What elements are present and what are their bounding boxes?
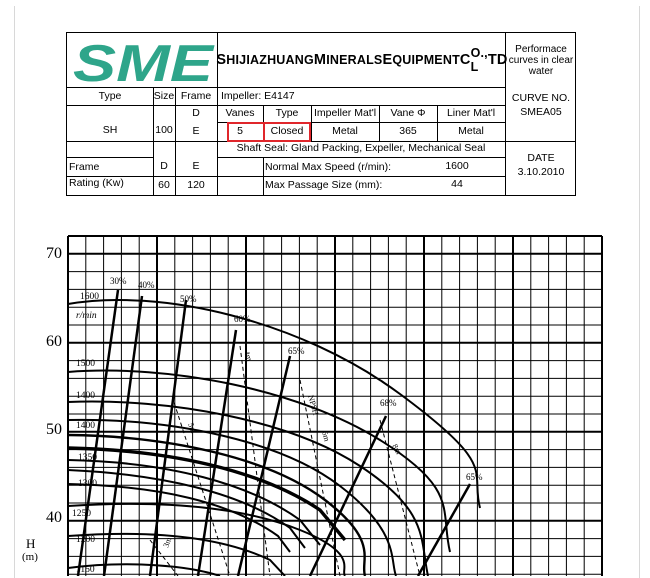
- rating-e-kw: 120: [187, 178, 205, 191]
- speed-1150: 1150: [76, 565, 95, 575]
- frame-d: D: [192, 106, 200, 119]
- npsh-label-8: 8m: [390, 442, 404, 456]
- impeller-code: Impeller: E4147: [221, 90, 295, 102]
- eff-label-65a: 65%: [288, 346, 305, 356]
- liner-mat-value: Metal: [458, 124, 484, 137]
- type-value: SH: [102, 124, 118, 137]
- date-value: 3.10.2010: [517, 166, 565, 179]
- performance-note: Performace curves in clear water: [508, 43, 574, 77]
- type-label: Type: [98, 89, 122, 102]
- npsh-label-6: 6m: [320, 430, 332, 443]
- eff-65b: [418, 484, 470, 576]
- date-label: DATE: [527, 152, 555, 165]
- y-tick-70: 70: [46, 245, 62, 262]
- eff-label-60: 60%: [234, 314, 251, 324]
- eff-label-50: 50%: [180, 294, 197, 304]
- max-passage-value: 44: [451, 178, 463, 191]
- npsh-label-title: NPSH: [306, 394, 321, 417]
- y-axis-unit: (m): [22, 551, 38, 563]
- frame-e: E: [192, 124, 200, 137]
- y-tick-60: 60: [46, 333, 62, 350]
- speed-1500: 1500: [76, 359, 95, 369]
- speed-1600: 1600: [80, 292, 99, 302]
- impeller-mat-value: Metal: [332, 124, 358, 137]
- npsh-label-5: 5m: [186, 421, 199, 435]
- eff-label-68: 68%: [380, 398, 397, 408]
- eff-label-30: 30%: [110, 276, 127, 286]
- speed-1350: 1350: [78, 453, 97, 463]
- speed-1250: 1250: [72, 509, 91, 519]
- rating-kw-label: Rating (Kw): [69, 177, 124, 189]
- y-axis-label: H: [26, 536, 36, 551]
- company-name: S HIJIAZHUANG M INERALS E QUIPMENT C O., L TD: [216, 46, 508, 74]
- size-label: Size: [153, 89, 175, 102]
- curve-1400: [68, 402, 428, 576]
- rating-d-kw: 60: [158, 178, 170, 191]
- y-tick-40: 40: [46, 509, 62, 526]
- curve-no-label: CURVE NO.: [511, 92, 571, 105]
- npsh-label-4: 4m: [242, 349, 255, 363]
- logo-text: SME: [73, 37, 215, 87]
- max-speed-value: 1600: [445, 160, 469, 173]
- speed-unit: r/min: [76, 311, 97, 321]
- speed-1400: 1400: [76, 391, 95, 401]
- y-tick-50: 50: [46, 421, 62, 438]
- max-speed-label: Normal Max Speed (r/min):: [265, 161, 392, 173]
- impeller-mat-label: Impeller Mat'l: [313, 106, 377, 119]
- curve-1200: [68, 534, 285, 576]
- rating-e: E: [192, 159, 200, 172]
- speed-1400b: 1400: [76, 421, 95, 431]
- y-axis-ticks: [46, 245, 62, 526]
- npsh-8: [380, 420, 420, 576]
- head-curves: [68, 300, 480, 576]
- vane-dia-value: 365: [399, 124, 417, 137]
- shaft-seal: Shaft Seal: Gland Packing, Expeller, Mechanical Seal: [236, 142, 486, 155]
- frame-rating-label: Frame: [69, 161, 100, 173]
- liner-mat-label: Liner Mat'l: [446, 106, 496, 119]
- vanes-label: Vanes: [225, 106, 255, 119]
- speed-1200: 1200: [76, 535, 95, 545]
- size-value: 100: [155, 124, 173, 137]
- max-passage-label: Max Passage Size (mm):: [265, 179, 383, 191]
- impeller-type-value: Closed: [270, 124, 304, 137]
- eff-label-65b: 65%: [466, 472, 483, 482]
- frame-label: Frame: [180, 89, 212, 102]
- eff-label-40: 40%: [138, 280, 155, 290]
- speed-1300: 1300: [78, 479, 97, 489]
- impeller-type-label: Type: [275, 106, 299, 119]
- curve-1600: [68, 300, 480, 508]
- npsh-label-3: 3m: [161, 535, 174, 549]
- vanes-value: 5: [237, 124, 243, 137]
- rating-d: D: [160, 159, 168, 172]
- curve-no-value: SMEA05: [520, 106, 562, 119]
- vane-dia-label: Vane Φ: [390, 106, 426, 119]
